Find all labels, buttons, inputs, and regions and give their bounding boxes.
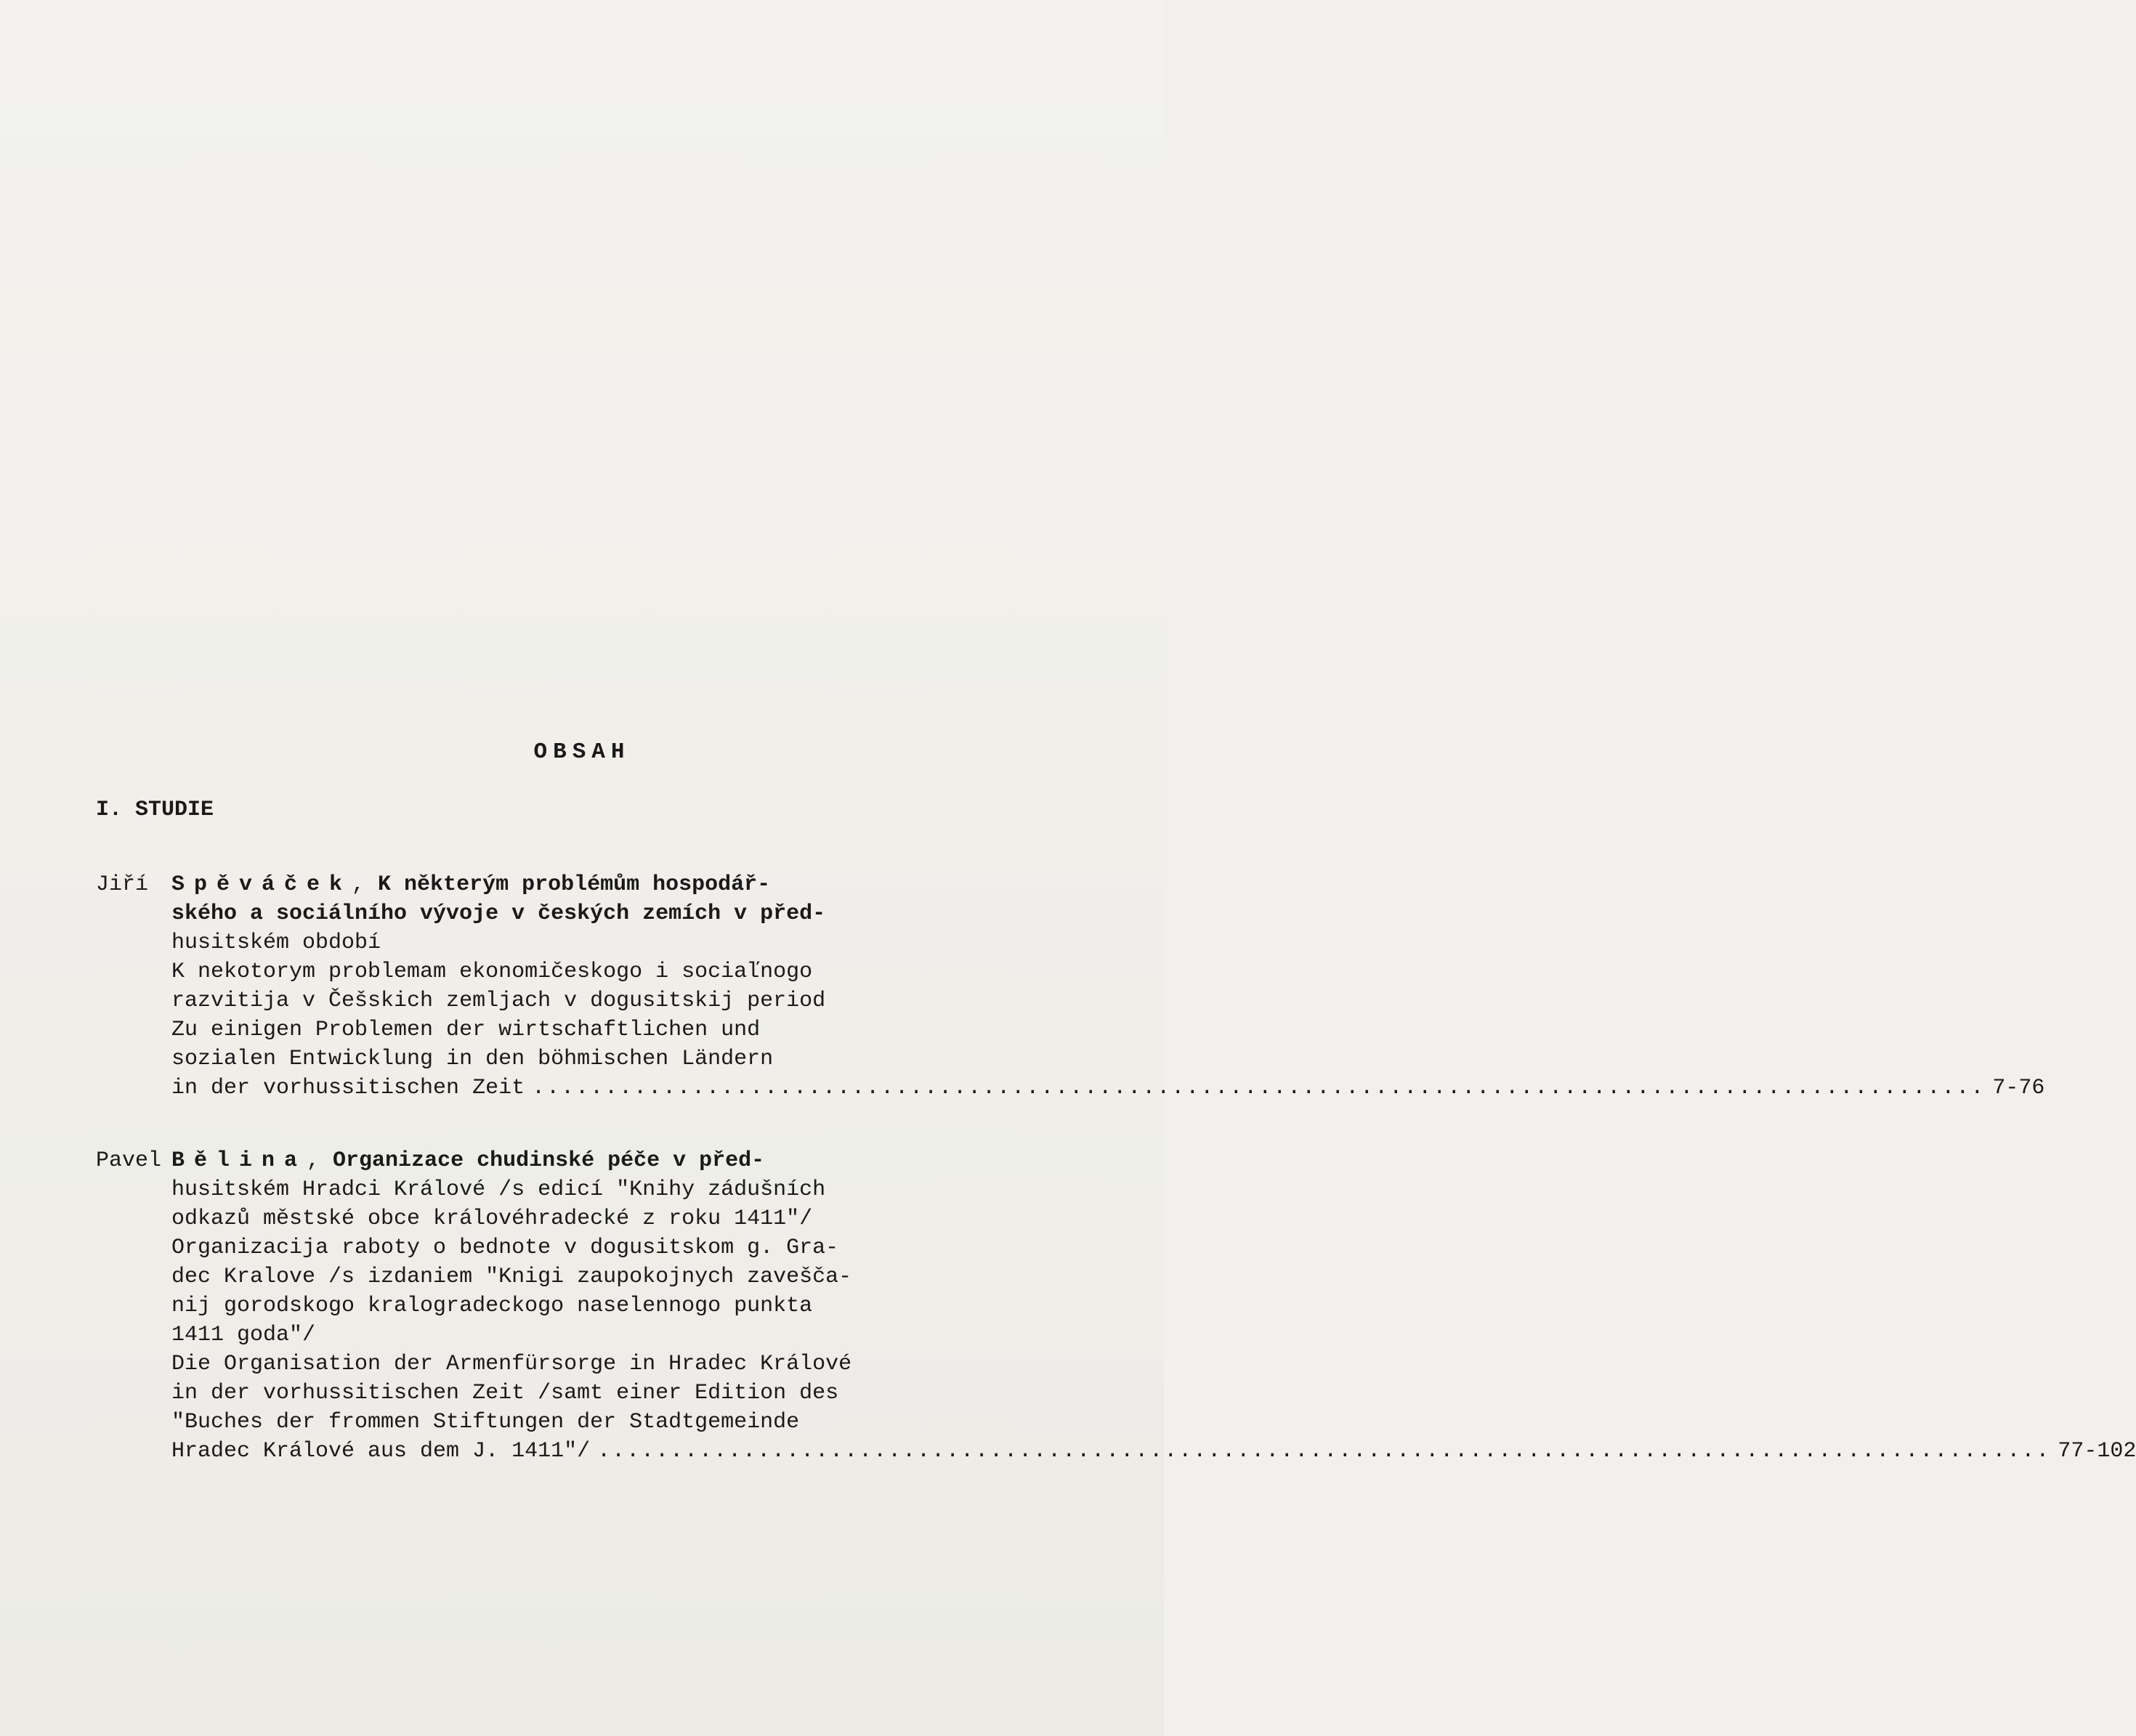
entry-title-line: ského a sociálního vývoje v českých zemích v před- xyxy=(171,901,826,926)
entry-translation-line: K nekotorym problemam ekonomičeskogo i sociaľnogo xyxy=(171,960,813,984)
entry-translation-line: nij gorodskogo kralogradeckogo naselennogo punkta xyxy=(171,1294,813,1318)
entry-translation-line: 1411 goda"/ xyxy=(171,1323,316,1347)
entry-last-line xyxy=(96,1074,2045,1103)
entry-last-line-text: in der vorhussitischen Zeit xyxy=(171,1076,525,1100)
entry-translation-line: Die Organisation der Armenfürsorge in Hradec Králové xyxy=(171,1352,852,1376)
page-range: 77-102 xyxy=(2058,1439,2136,1464)
entry-translation-line: in der vorhussitischen Zeit /samt einer Edition des xyxy=(171,1381,839,1406)
entry-translation-line: Zu einigen Problemen der wirtschaftlichen und xyxy=(171,1018,761,1042)
entry-title-line: odkazů městské obce královéhradecké z roku 1411"/ xyxy=(171,1206,813,1231)
toc-entry-belina xyxy=(96,1146,2136,1466)
page-range: 7-76 xyxy=(1992,1076,2045,1100)
entry-last-line-text: Hradec Králové aus dem J. 1411"/ xyxy=(171,1439,591,1464)
leader-dots: .................................................................................................... xyxy=(532,1076,1986,1100)
entry-last-line xyxy=(96,1437,2136,1466)
entry-heading-line xyxy=(96,870,1033,899)
author-first-name: Jiří xyxy=(96,872,149,897)
entry-translation-line: Organizacija raboty o bednote v dogusitskom g. Gra- xyxy=(171,1236,839,1260)
entry-title-line: husitském období xyxy=(171,930,381,955)
author-last-name: Spěváček xyxy=(171,872,352,897)
entry-translation-line: "Buches der frommen Stiftungen der Stadtgemeinde xyxy=(171,1410,800,1435)
section-heading: I. STUDIE xyxy=(96,798,214,822)
entry-title-line: husitském Hradci Králové /s edicí "Knihy zádušních xyxy=(171,1177,826,1202)
entry-translation-line: sozialen Entwicklung in den böhmischen Ländern xyxy=(171,1047,774,1071)
author-last-name: Bělina xyxy=(171,1148,307,1173)
entry-title-line: Organizace chudinské péče v před- xyxy=(333,1148,765,1173)
entry-translation-line: razvitija v Češskich zemljach v dogusitskij period xyxy=(171,989,826,1013)
page-title: OBSAH xyxy=(533,739,631,765)
title-separator: , xyxy=(307,1148,333,1173)
author-first-name: Pavel xyxy=(96,1148,162,1173)
entry-heading-line xyxy=(96,1146,1033,1175)
leader-dots: .................................................................................................... xyxy=(597,1439,2051,1464)
toc-entry-spevacek xyxy=(96,870,2045,1103)
entry-title-line: K některým problémům hospodář- xyxy=(378,872,771,897)
entry-translation-line: dec Kralove /s izdaniem "Knigi zaupokojnych zaveščа- xyxy=(171,1265,852,1289)
title-separator: , xyxy=(352,872,379,897)
